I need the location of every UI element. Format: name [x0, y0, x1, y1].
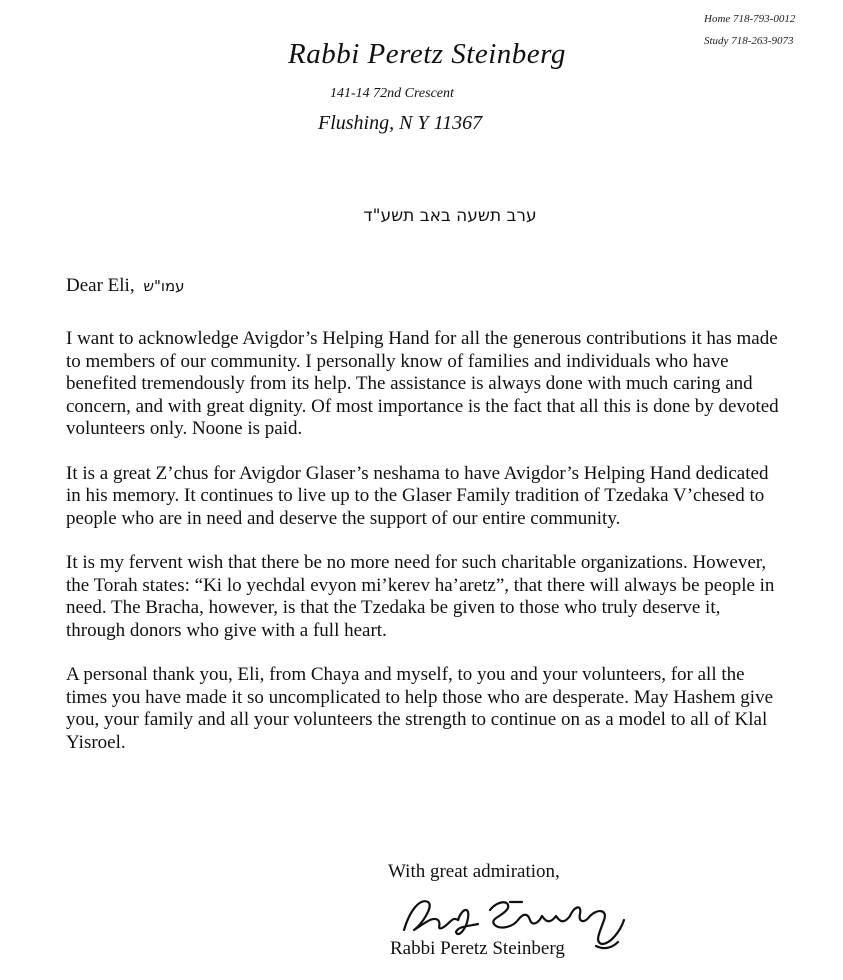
paragraph-acknowledgement: I want to acknowledge Avigdor’s Helping Hand for all the generous contributions it has made to members of our community. I personally know of families and individuals who have benefited tremendously from its help. The assistance is always done with much caring and concern, and with great dignity. Of most importance is the fact that all this is done by devoted volunteers only. Noone is paid. — [66, 328, 779, 439]
phone-numbers — [704, 8, 840, 52]
letterhead-address-city: Flushing, N Y 11367 — [318, 112, 483, 134]
letterhead — [288, 34, 618, 138]
closing: With great admiration, — [388, 861, 560, 882]
home-phone: Home 718-793-0012 — [704, 13, 796, 25]
hebrew-date: ערב תשעה באב תשע"ד — [363, 206, 537, 226]
letterhead-address-street: 141-14 72nd Crescent — [330, 86, 454, 101]
letter-body — [66, 328, 782, 776]
paragraph-thanks: A personal thank you, Eli, from Chaya and myself, to you and your volunteers, for all the times you have made it so uncomplicated to help those who are desperate. May Hashem give you, your family and all your volunteers the strength to continue on as a model to all of Klal Yisroel. — [66, 664, 774, 753]
paragraph-wish: It is my fervent wish that there be no more need for such charitable organizations. However, the Torah states: “Ki lo yechdal evyon mi’kerev ha’aretz”, that there will always be people in need. The Bracha, however, is that the Tzedaka be given to those who truly deserve it, through donors who give with a full heart. — [66, 552, 775, 641]
signed-name: Rabbi Peretz Steinberg — [390, 938, 565, 959]
letterhead-name: Rabbi Peretz Steinberg — [288, 38, 566, 70]
study-phone: Study 718-263-9073 — [704, 35, 794, 47]
salutation — [66, 274, 185, 298]
salutation-honorific: עמו"ש — [143, 277, 185, 295]
paragraph-zchus: It is a great Z’chus for Avigdor Glaser’s neshama to have Avigdor’s Helping Hand dedicated in his memory. It continues to live up to the Glaser Family tradition of Tzedaka V’chesed to people who are in need and deserve the support of our entire community. — [66, 462, 769, 529]
salutation-greeting: Dear Eli, — [66, 275, 135, 296]
